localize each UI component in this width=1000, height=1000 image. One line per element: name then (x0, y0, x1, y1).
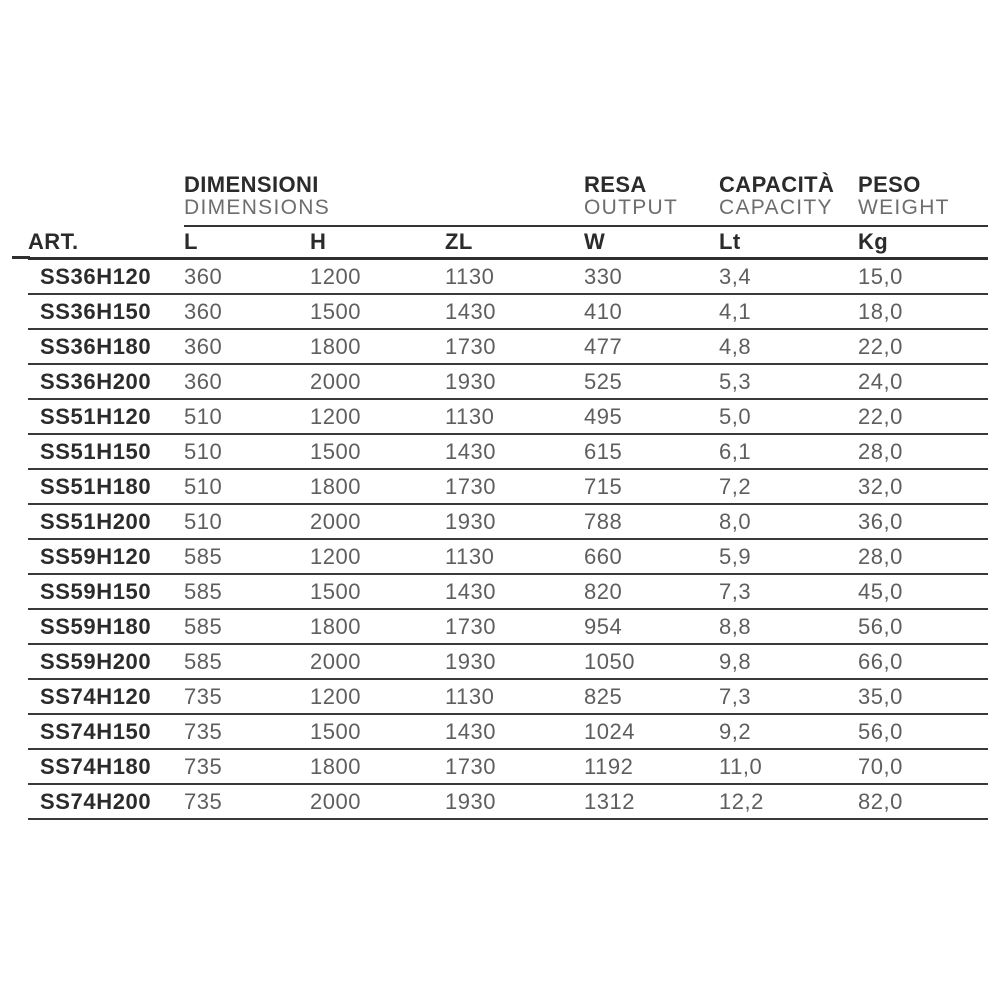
cell-h: 2000 (310, 504, 445, 539)
cell-w: 954 (584, 609, 719, 644)
cell-zl: 1730 (445, 329, 584, 364)
cell-zl: 1930 (445, 644, 584, 679)
cell-lt: 7,2 (719, 469, 858, 504)
cell-art: SS59H180 (28, 609, 184, 644)
table-row (28, 329, 988, 364)
cell-art: SS74H150 (28, 714, 184, 749)
cell-h: 1800 (310, 749, 445, 784)
cell-art: SS36H180 (28, 329, 184, 364)
cell-l: 735 (184, 784, 310, 819)
cell-kg: 22,0 (858, 329, 988, 364)
cell-art: SS74H200 (28, 784, 184, 819)
column-header-h: H (310, 226, 445, 259)
cell-art: SS51H180 (28, 469, 184, 504)
group-header-row (28, 173, 988, 226)
cell-w: 1192 (584, 749, 719, 784)
cell-h: 1800 (310, 469, 445, 504)
column-header-kg: Kg (858, 226, 988, 259)
cell-art: SS59H200 (28, 644, 184, 679)
cell-zl: 1730 (445, 469, 584, 504)
table-row (28, 469, 988, 504)
cell-lt: 4,8 (719, 329, 858, 364)
cell-l: 585 (184, 574, 310, 609)
cell-h: 1500 (310, 294, 445, 329)
column-header-zl: ZL (445, 226, 584, 259)
cell-h: 1200 (310, 539, 445, 574)
table-row (28, 784, 988, 819)
table-row (28, 399, 988, 434)
cell-art: SS36H120 (28, 259, 184, 295)
cell-zl: 1730 (445, 609, 584, 644)
group-header-dimensions (184, 173, 584, 226)
cell-lt: 11,0 (719, 749, 858, 784)
cell-l: 510 (184, 399, 310, 434)
column-header-w: W (584, 226, 719, 259)
cell-lt: 8,8 (719, 609, 858, 644)
cell-kg: 32,0 (858, 469, 988, 504)
cell-zl: 1130 (445, 399, 584, 434)
cell-l: 510 (184, 434, 310, 469)
cell-zl: 1930 (445, 784, 584, 819)
group-header-spacer (28, 173, 184, 226)
table-row (28, 749, 988, 784)
cell-h: 1500 (310, 434, 445, 469)
cell-art: SS36H200 (28, 364, 184, 399)
cell-kg: 56,0 (858, 714, 988, 749)
cell-lt: 12,2 (719, 784, 858, 819)
table-row (28, 679, 988, 714)
cell-l: 735 (184, 714, 310, 749)
spec-table (28, 173, 988, 820)
cell-l: 510 (184, 469, 310, 504)
cell-w: 410 (584, 294, 719, 329)
column-header-row (28, 226, 988, 259)
cell-w: 495 (584, 399, 719, 434)
cell-l: 360 (184, 259, 310, 295)
cell-art: SS74H120 (28, 679, 184, 714)
cell-lt: 5,0 (719, 399, 858, 434)
group-subtitle-output: OUTPUT (584, 196, 679, 219)
cell-h: 1800 (310, 609, 445, 644)
cell-kg: 66,0 (858, 644, 988, 679)
column-header-lt: Lt (719, 226, 858, 259)
cell-zl: 1430 (445, 714, 584, 749)
cell-kg: 70,0 (858, 749, 988, 784)
cell-l: 735 (184, 679, 310, 714)
cell-w: 788 (584, 504, 719, 539)
group-subtitle-weight: WEIGHT (858, 196, 950, 219)
cell-w: 660 (584, 539, 719, 574)
table-row (28, 259, 988, 295)
cell-kg: 28,0 (858, 539, 988, 574)
cell-art: SS74H180 (28, 749, 184, 784)
cell-lt: 5,3 (719, 364, 858, 399)
table-row (28, 574, 988, 609)
cell-w: 1312 (584, 784, 719, 819)
cell-w: 525 (584, 364, 719, 399)
cell-l: 360 (184, 329, 310, 364)
cell-w: 330 (584, 259, 719, 295)
cell-kg: 45,0 (858, 574, 988, 609)
cell-lt: 3,4 (719, 259, 858, 295)
cell-kg: 24,0 (858, 364, 988, 399)
cell-kg: 28,0 (858, 434, 988, 469)
cell-kg: 22,0 (858, 399, 988, 434)
cell-l: 735 (184, 749, 310, 784)
table-row (28, 609, 988, 644)
cell-lt: 7,3 (719, 679, 858, 714)
cell-l: 585 (184, 539, 310, 574)
cell-h: 1200 (310, 399, 445, 434)
cell-h: 1500 (310, 714, 445, 749)
column-header-l: L (184, 226, 310, 259)
cell-art: SS51H200 (28, 504, 184, 539)
cell-art: SS59H150 (28, 574, 184, 609)
table-body (28, 259, 988, 820)
group-header-weight (858, 173, 988, 226)
spec-table-grid (28, 173, 988, 820)
table-row (28, 539, 988, 574)
table-row (28, 504, 988, 539)
cell-zl: 1430 (445, 294, 584, 329)
cell-zl: 1430 (445, 434, 584, 469)
group-title-resa: RESA (584, 172, 647, 197)
cell-kg: 82,0 (858, 784, 988, 819)
cell-zl: 1730 (445, 749, 584, 784)
table-row (28, 294, 988, 329)
cell-w: 1024 (584, 714, 719, 749)
cell-h: 2000 (310, 364, 445, 399)
cell-lt: 9,8 (719, 644, 858, 679)
cell-kg: 15,0 (858, 259, 988, 295)
cell-zl: 1930 (445, 504, 584, 539)
cell-kg: 18,0 (858, 294, 988, 329)
group-subtitle-capacity: CAPACITY (719, 196, 833, 219)
cell-l: 585 (184, 609, 310, 644)
table-row (28, 364, 988, 399)
cell-l: 510 (184, 504, 310, 539)
cell-zl: 1130 (445, 259, 584, 295)
cell-zl: 1930 (445, 364, 584, 399)
cell-art: SS59H120 (28, 539, 184, 574)
cell-h: 1500 (310, 574, 445, 609)
cell-w: 715 (584, 469, 719, 504)
cell-h: 1800 (310, 329, 445, 364)
cell-w: 825 (584, 679, 719, 714)
cell-h: 2000 (310, 784, 445, 819)
group-header-capacity (719, 173, 858, 226)
cell-w: 615 (584, 434, 719, 469)
cell-kg: 36,0 (858, 504, 988, 539)
cell-art: SS51H150 (28, 434, 184, 469)
header-rule-extension (12, 256, 30, 259)
cell-zl: 1130 (445, 679, 584, 714)
cell-art: SS51H120 (28, 399, 184, 434)
cell-kg: 35,0 (858, 679, 988, 714)
cell-lt: 5,9 (719, 539, 858, 574)
cell-l: 360 (184, 294, 310, 329)
cell-w: 1050 (584, 644, 719, 679)
group-title-capacita: CAPACITÀ (719, 172, 835, 197)
cell-art: SS36H150 (28, 294, 184, 329)
cell-l: 585 (184, 644, 310, 679)
cell-lt: 4,1 (719, 294, 858, 329)
cell-lt: 8,0 (719, 504, 858, 539)
cell-h: 1200 (310, 259, 445, 295)
table-row (28, 434, 988, 469)
cell-zl: 1130 (445, 539, 584, 574)
group-subtitle-dimensions: DIMENSIONS (184, 196, 331, 219)
cell-lt: 7,3 (719, 574, 858, 609)
cell-h: 1200 (310, 679, 445, 714)
cell-w: 820 (584, 574, 719, 609)
cell-zl: 1430 (445, 574, 584, 609)
group-header-output (584, 173, 719, 226)
cell-lt: 9,2 (719, 714, 858, 749)
cell-l: 360 (184, 364, 310, 399)
cell-lt: 6,1 (719, 434, 858, 469)
cell-h: 2000 (310, 644, 445, 679)
cell-kg: 56,0 (858, 609, 988, 644)
cell-w: 477 (584, 329, 719, 364)
table-row (28, 714, 988, 749)
group-title-peso: PESO (858, 172, 921, 197)
column-header-art: ART. (28, 226, 184, 259)
group-title-dimensioni: DIMENSIONI (184, 172, 319, 197)
table-row (28, 644, 988, 679)
